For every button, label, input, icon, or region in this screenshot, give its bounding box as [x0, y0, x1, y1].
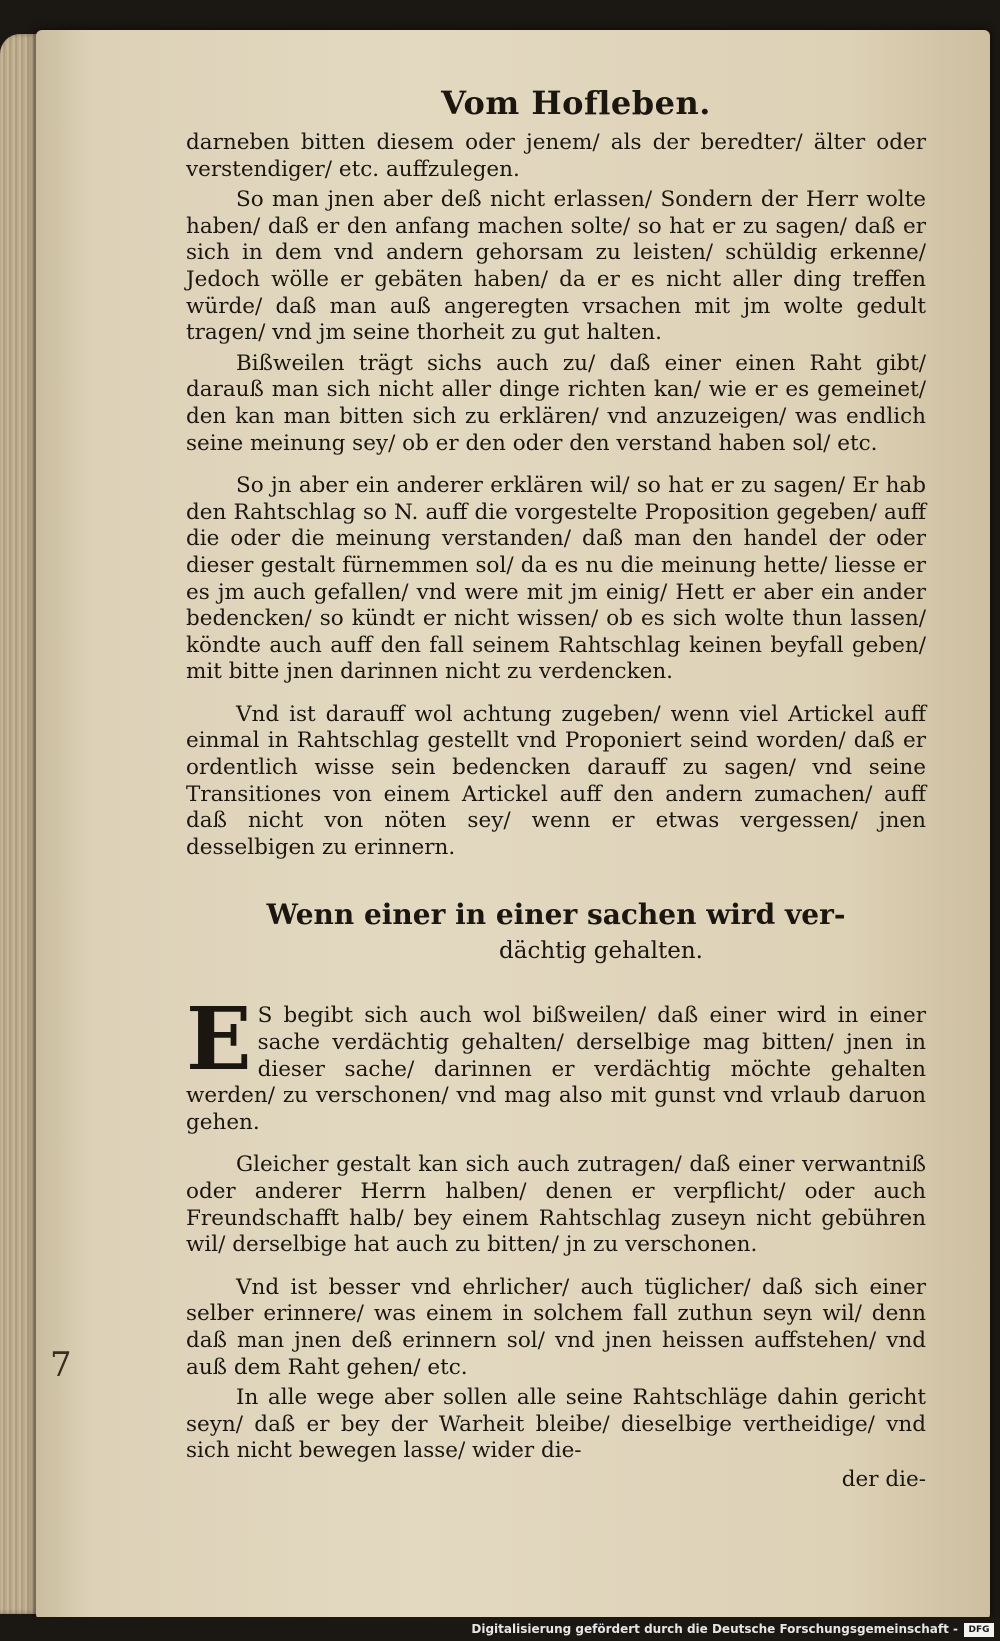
paragraph-continued: darneben bitten diesem oder jenem/ als der beredter/ älter oder verstendiger/ etc. auffzulegen. [186, 130, 926, 182]
dropcap-paragraph-text: S begibt sich auch wol bißweilen/ daß einer wird in einer sache verdächtig gehalten/ derselbige mag bitten/ jnen in dieser sache/ darinnen er verdächtig möchte gehalten werden/ zu verschonen/ vnd mag also mit gunst vnd vrlaub daruon gehen. [186, 1003, 926, 1135]
dropcap-paragraph [186, 989, 926, 1136]
book-edge [0, 34, 40, 1614]
dfg-logo: DFG [964, 1623, 994, 1637]
section-heading-line: dächtig gehalten. [499, 938, 703, 965]
paragraph: Vnd ist darauff wol achtung zugeben/ wenn viel Artickel auff einmal in Rahtschlag gestellt vnd Proponiert seind worden/ daß er ordentlich wisse sein bedencken darauff zu sagen/ vnd seine Transitiones von einem Artickel auff den andern zumachen/ auff daß nicht von nöten sey/ wenn er etwas vergessen/ jnen desselbigen zu erinnern. [186, 701, 926, 860]
paragraph: Bißweilen trägt sichs auch zu/ daß einer einen Raht gibt/ darauß man sich nicht aller dinge richten kan/ wie er es gemeinet/ den kan man bitten sich zu erklären/ vnd anzuzeigen/ was endlich seine meinung sey/ ob er den oder den verstand haben sol/ etc. [186, 350, 926, 456]
catchword: der die- [841, 1466, 926, 1492]
section-heading [186, 897, 926, 969]
paragraph: So jn aber ein anderer erklären wil/ so hat er zu sagen/ Er hab den Rahtschlag so N. auff die vorgestelte Proposition gegeben/ auff die oder die meinung verstanden/ daß man den handel der oder dieser gestalt fürnemmen sol/ da es nu die meinung hette/ liesse er es jm auch gefallen/ vnd were mit jm einig/ Hett er aber ein ander bedencken/ so kündt er nicht wissen/ ob es sich wolte thun lassen/ köndte auch auff den fall seinem Rahtschlag keinen beyfall geben/ mit bitte jnen darinnen nicht zu verdencken. [186, 473, 926, 685]
paragraph: Vnd ist besser vnd ehrlicher/ auch tüglicher/ daß sich einer selber erinnere/ was einem in solchem fall zuthun seyn wil/ denn daß man jnen deß erinnern sol/ vnd jnen heissen auffstehen/ vnd auß dem Raht gehen/ etc. [186, 1274, 926, 1380]
paragraph: In alle wege aber sollen alle seine Rahtschläge dahin gericht seyn/ daß er bey der Warheit bleibe/ dieselbige vertheidige/ vnd sich nicht bewegen lasse/ wider die- [186, 1385, 926, 1464]
footer-band [0, 1617, 1000, 1641]
paragraph: Gleicher gestalt kan sich auch zutragen/ daß einer verwantniß oder anderer Herrn halben/ denen er verpflicht/ oder auch Freundschafft halb/ bey einem Rahtschlag zuseyn nicht gebühren wil/ derselbige hat auch zu bitten/ jn zu verschonen. [186, 1152, 926, 1258]
book-page [36, 30, 990, 1620]
section-heading-line: Wenn einer in einer sachen wird ver- [266, 898, 846, 932]
digitization-credit: Digitalisierung gefördert durch die Deutsche Forschungsgemeinschaft - [471, 1622, 958, 1636]
page-content [186, 80, 926, 1494]
running-title: Vom Hofleben. [441, 84, 711, 122]
paragraph: So man jnen aber deß nicht erlassen/ Sondern der Herr wolte haben/ daß er den anfang machen solte/ so hat er zu sagen/ daß er sich in dem vnd andern gehorsam zu leisten/ schüldig erkenne/ Jedoch wölle er gebäten haben/ da er es nicht aller ding treffen würde/ daß man auß angeregten vrsachen mit jm wolte gedult tragen/ vnd jm seine thorheit zu gut halten. [186, 187, 926, 346]
margin-mark: 7 [50, 1345, 72, 1385]
drop-cap: E [186, 989, 252, 1091]
